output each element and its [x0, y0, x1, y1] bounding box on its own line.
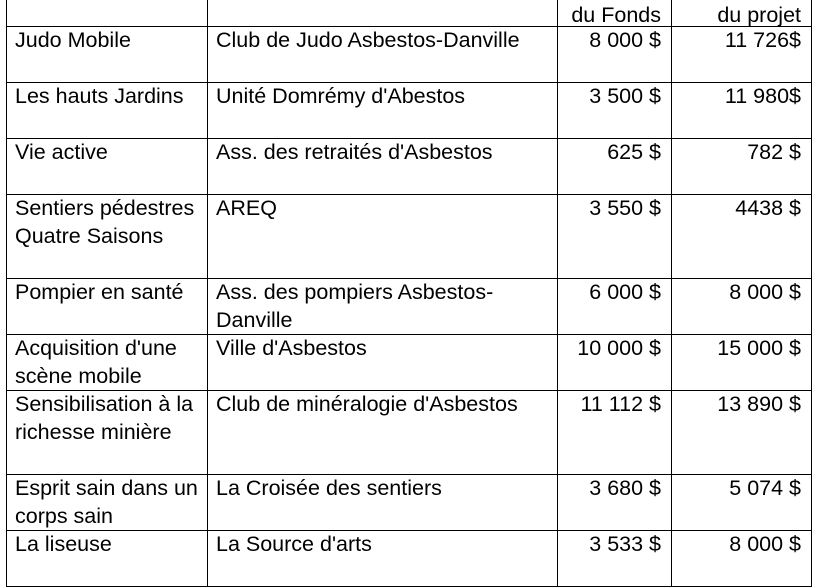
- project-cost: 4438 $: [672, 195, 812, 279]
- table-row: [7, 139, 812, 195]
- project-name: Sentiers pédestres Quatre Saisons: [7, 195, 208, 279]
- organism-name: AREQ: [208, 195, 558, 279]
- header-project-cost: du projet: [672, 0, 812, 27]
- fund-amount: 3 533 $: [558, 531, 672, 587]
- header-project: [7, 0, 208, 27]
- organism-name: Club de minéralogie d'Asbestos: [208, 391, 558, 475]
- organism-name: La Source d'arts: [208, 531, 558, 587]
- project-cost: 15 000 $: [672, 335, 812, 391]
- project-cost: 11 726$: [672, 27, 812, 83]
- project-name: Esprit sain dans un corps sain: [7, 475, 208, 531]
- project-cost: 11 980$: [672, 83, 812, 139]
- table-row: [7, 83, 812, 139]
- organism-name: Unité Domrémy d'Abestos: [208, 83, 558, 139]
- table-row: [7, 531, 812, 587]
- project-name: Sensibilisation à la richesse minière: [7, 391, 208, 475]
- project-name: Les hauts Jardins: [7, 83, 208, 139]
- organism-name: Ass. des pompiers Asbestos-Danville: [208, 279, 558, 335]
- fund-amount: 11 112 $: [558, 391, 672, 475]
- header-organism: [208, 0, 558, 27]
- header-fund-amount: du Fonds: [558, 0, 672, 27]
- fund-amount: 3 500 $: [558, 83, 672, 139]
- organism-name: Ville d'Asbestos: [208, 335, 558, 391]
- table-row: [7, 279, 812, 335]
- project-name: Pompier en santé: [7, 279, 208, 335]
- fund-amount: 3 680 $: [558, 475, 672, 531]
- table-header-row: [7, 0, 812, 27]
- organism-name: Club de Judo Asbestos-Danville: [208, 27, 558, 83]
- table-row: [7, 475, 812, 531]
- project-name: Vie active: [7, 139, 208, 195]
- project-name: La liseuse: [7, 531, 208, 587]
- table-row: [7, 391, 812, 475]
- funding-table: [6, 0, 812, 587]
- project-name: Judo Mobile: [7, 27, 208, 83]
- fund-amount: 6 000 $: [558, 279, 672, 335]
- table-row: [7, 335, 812, 391]
- project-cost: 8 000 $: [672, 279, 812, 335]
- project-cost: 782 $: [672, 139, 812, 195]
- organism-name: La Croisée des sentiers: [208, 475, 558, 531]
- table-row: [7, 27, 812, 83]
- fund-amount: 625 $: [558, 139, 672, 195]
- project-name: Acquisition d'une scène mobile: [7, 335, 208, 391]
- project-cost: 5 074 $: [672, 475, 812, 531]
- table-row: [7, 195, 812, 279]
- fund-amount: 8 000 $: [558, 27, 672, 83]
- organism-name: Ass. des retraités d'Asbestos: [208, 139, 558, 195]
- fund-amount: 3 550 $: [558, 195, 672, 279]
- project-cost: 8 000 $: [672, 531, 812, 587]
- fund-amount: 10 000 $: [558, 335, 672, 391]
- project-cost: 13 890 $: [672, 391, 812, 475]
